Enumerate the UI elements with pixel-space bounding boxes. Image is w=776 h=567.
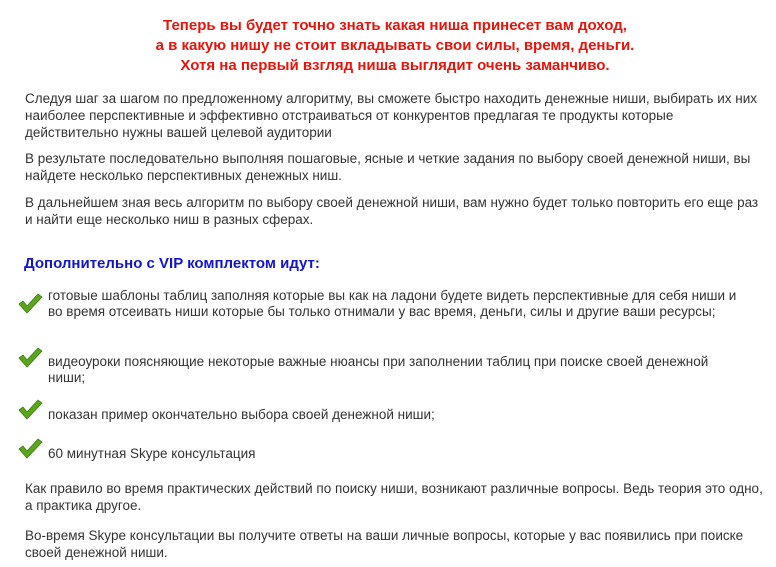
intro-paragraph-1: Следуя шаг за шагом по предложенному алгоритму, вы сможете быстро находить денежные ниши, выбирать их них наиболее перспективные и эффективно отстраиваться от конкурентов предлагая те продукты которые действительно нужны вашей целевой аудитории — [25, 91, 758, 140]
closing-paragraph-1: Как правило во время практических действий по поиску ниши, возникают различные вопросы. Ведь теория это одно, а практика другое. — [25, 481, 763, 513]
headline — [0, 16, 776, 76]
vip-item-text: видеоуроки поясняющие некоторые важные нюансы при заполнении таблиц при поиске своей денежной ниши; — [48, 354, 709, 385]
check-mark-icon — [17, 437, 43, 459]
check-mark-icon — [17, 346, 43, 368]
closing-paragraph-2: Во-время Skype консультации вы получите ответы на ваши личные вопросы, которые у вас появились при поиске своей денежной ниши. — [25, 528, 744, 560]
vip-item-text: 60 минутная Skype консультация — [48, 446, 256, 461]
vip-item-text: готовые шаблоны таблиц заполняя которые вы как на ладони будете видеть перспективные для себя ниши и во время отсеивать ниши которые бы только отнимали у вас время, деньги, силы и другие ваши ресурсы; — [48, 288, 737, 319]
headline-line-1: Теперь вы будет точно знать какая ниша принесет вам доход, — [163, 17, 627, 34]
check-mark-icon — [17, 292, 43, 314]
check-mark-icon — [17, 398, 43, 420]
intro-paragraph-2: В результате последовательно выполняя пошаговые, ясные и четкие задания по выбору своей денежной ниши, вы найдете несколько перспективных денежных ниш. — [25, 151, 751, 183]
headline-line-3: Хотя на первый взгляд ниша выглядит очень заманчиво. — [180, 57, 610, 74]
vip-item-text: показан пример окончательно выбора своей денежной ниши; — [48, 407, 435, 422]
intro-paragraph-3: В дальнейшем зная весь алгоритм по выбору своей денежной ниши, вам нужно будет только повторить его еще раз и найти еще несколько ниш в разных сферах. — [25, 195, 759, 227]
vip-heading: Дополнительно с VIP комплектом идут: — [24, 255, 320, 272]
headline-line-2: а в какую нишу не стоит вкладывать свои силы, время, деньги. — [155, 37, 635, 54]
